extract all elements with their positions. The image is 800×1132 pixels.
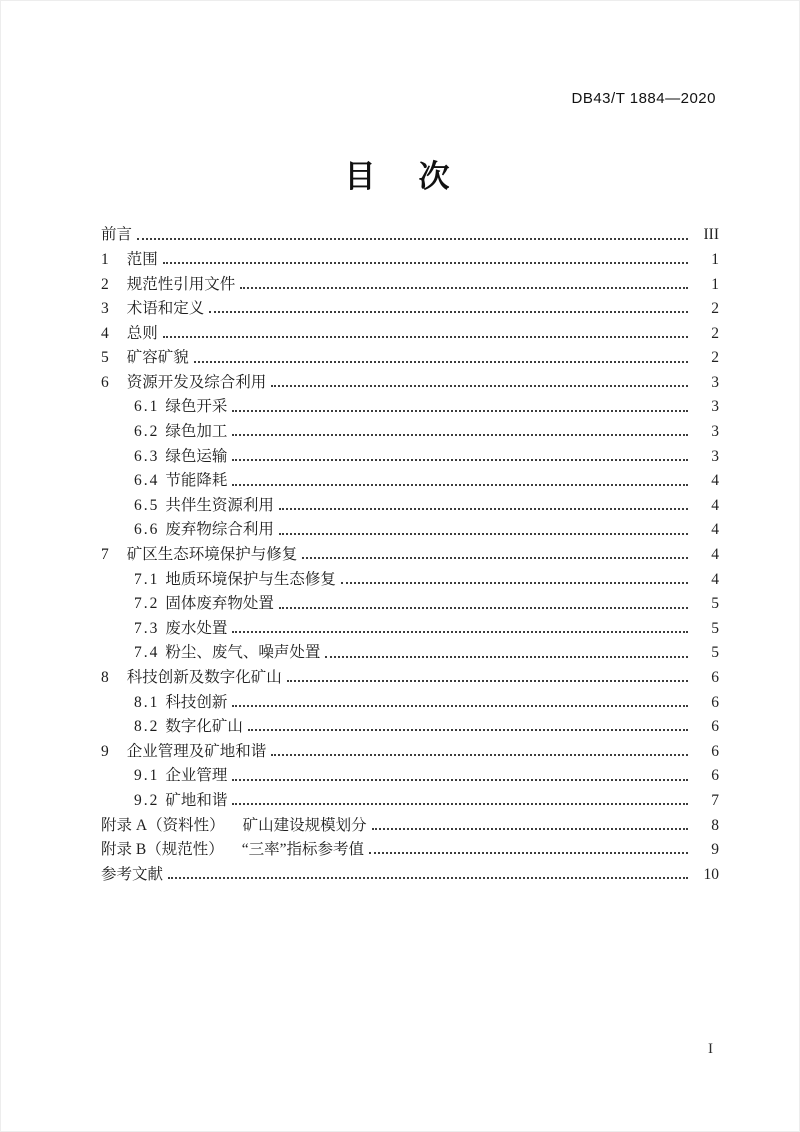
toc-entry-title: 共伴生资源利用	[165, 496, 274, 514]
toc-entry-title: 范围	[126, 250, 158, 268]
toc-entry-title: 企业管理	[165, 767, 228, 785]
toc-entry-number: 5	[101, 349, 109, 367]
toc-entry-page: 2	[711, 324, 719, 342]
toc-entry-page: 5	[711, 595, 719, 613]
toc-entry	[101, 514, 719, 539]
toc-list	[101, 219, 719, 883]
toc-entry-title: 科技创新及数字化矿山	[126, 669, 282, 687]
toc-entry-page: 2	[711, 300, 719, 318]
toc-dot-leader	[137, 238, 688, 240]
toc-entry-title: 科技创新	[165, 693, 228, 711]
toc-dot-leader	[325, 656, 688, 658]
toc-dot-leader	[232, 779, 688, 781]
toc-entry	[101, 367, 719, 392]
toc-dot-leader	[341, 582, 688, 584]
toc-entry	[101, 637, 719, 662]
toc-entry-number: 6.1	[134, 398, 160, 416]
toc-entry-page: 5	[711, 644, 719, 662]
toc-entry-page: 4	[711, 496, 719, 514]
toc-entry-number: 1	[101, 250, 109, 268]
toc-entry-page: 6	[711, 693, 719, 711]
toc-entry-page: 1	[711, 275, 719, 293]
toc-entry	[101, 440, 719, 465]
toc-entry-number: 7	[101, 546, 109, 564]
toc-entry-title: 矿山建设规模划分	[242, 816, 367, 834]
toc-entry-number: 3	[101, 300, 109, 318]
toc-entry	[101, 858, 719, 883]
toc-dot-leader	[232, 803, 688, 805]
toc-dot-leader	[232, 631, 688, 633]
toc-entry-title: 地质环境保护与生态修复	[165, 570, 336, 588]
toc-entry-title: 术语和定义	[126, 300, 205, 318]
toc-entry-title: 矿区生态环境保护与修复	[126, 546, 298, 564]
toc-entry-number: 8	[101, 669, 109, 687]
toc-dot-leader	[163, 336, 688, 338]
toc-entry-number: 6.4	[134, 472, 160, 490]
toc-entry-title: 矿地和谐	[165, 791, 228, 809]
toc-dot-leader	[279, 533, 688, 535]
toc-dot-leader	[163, 262, 688, 264]
toc-entry-number: 6.6	[134, 521, 160, 539]
toc-dot-leader	[209, 311, 688, 313]
footer-page-number: I	[708, 1041, 713, 1057]
toc-entry-title: 参考文献	[101, 865, 164, 883]
toc-entry-page: 8	[711, 816, 719, 834]
toc-dot-leader	[372, 828, 688, 830]
toc-entry	[101, 686, 719, 711]
toc-entry-title: 资源开发及综合利用	[126, 373, 267, 391]
toc-entry-number: 9.2	[134, 791, 160, 809]
toc-dot-leader	[240, 287, 688, 289]
toc-entry-number: 7.3	[134, 619, 160, 637]
toc-entry	[101, 293, 719, 318]
toc-entry	[101, 809, 719, 834]
toc-entry-title: 总则	[126, 324, 158, 342]
toc-entry	[101, 613, 719, 638]
toc-entry	[101, 391, 719, 416]
toc-dot-leader	[279, 508, 688, 510]
toc-entry-page: 2	[711, 349, 719, 367]
toc-entry-title: 绿色开采	[165, 398, 228, 416]
toc-entry-page: 10	[703, 865, 719, 883]
toc-dot-leader	[232, 484, 688, 486]
toc-entry-number: 8.2	[134, 718, 160, 736]
toc-dot-leader	[232, 705, 688, 707]
toc-entry-title: 固体废弃物处置	[165, 595, 274, 613]
toc-entry	[101, 416, 719, 441]
toc-entry-number: 2	[101, 275, 109, 293]
toc-entry-number: 6.2	[134, 423, 160, 441]
toc-entry-title: 节能降耗	[165, 472, 228, 490]
toc-entry-title: 粉尘、废气、噪声处置	[165, 644, 321, 662]
toc-dot-leader	[232, 459, 688, 461]
toc-entry-title: 绿色运输	[165, 447, 228, 465]
toc-entry	[101, 588, 719, 613]
toc-entry	[101, 244, 719, 269]
toc-entry-title: 企业管理及矿地和谐	[126, 742, 267, 760]
toc-entry	[101, 785, 719, 810]
toc-dot-leader	[194, 361, 688, 363]
toc-entry	[101, 490, 719, 515]
toc-entry-number: 7.1	[134, 570, 160, 588]
toc-entry-page: 4	[711, 546, 719, 564]
toc-dot-leader	[369, 852, 688, 854]
toc-entry-number: 9	[101, 742, 109, 760]
toc-entry-page: 6	[711, 742, 719, 760]
toc-entry-page: 4	[711, 570, 719, 588]
standard-number: DB43/T 1884—2020	[571, 90, 716, 107]
toc-entry-number: 7.4	[134, 644, 160, 662]
toc-entry-number: 6.3	[134, 447, 160, 465]
toc-dot-leader	[279, 607, 688, 609]
toc-entry-page: 6	[711, 767, 719, 785]
toc-dot-leader	[287, 680, 688, 682]
toc-entry-page: 4	[711, 472, 719, 490]
toc-entry	[101, 219, 719, 244]
toc-entry	[101, 662, 719, 687]
toc-entry	[101, 735, 719, 760]
toc-entry-page: III	[703, 226, 719, 244]
toc-dot-leader	[302, 557, 688, 559]
toc-dot-leader	[271, 385, 688, 387]
toc-entry-page: 9	[711, 841, 719, 859]
toc-entry	[101, 834, 719, 859]
toc-entry-title: 矿容矿貌	[126, 349, 189, 367]
toc-entry-page: 3	[711, 447, 719, 465]
toc-entry-number: 附录 A（资料性）	[101, 816, 225, 834]
toc-entry	[101, 760, 719, 785]
toc-entry-number: 4	[101, 324, 109, 342]
toc-entry-page: 5	[711, 619, 719, 637]
toc-entry	[101, 711, 719, 736]
toc-entry-title: 数字化矿山	[165, 718, 243, 736]
toc-entry-page: 4	[711, 521, 719, 539]
toc-entry	[101, 563, 719, 588]
toc-entry-title: 前言	[101, 226, 133, 244]
toc-entry-number: 8.1	[134, 693, 160, 711]
toc-entry-title: 规范性引用文件	[126, 275, 236, 293]
toc-entry-page: 6	[711, 718, 719, 736]
toc-dot-leader	[271, 754, 688, 756]
toc-entry-number: 7.2	[134, 595, 160, 613]
toc-entry-page: 1	[711, 250, 719, 268]
toc-entry-title: 废水处置	[165, 619, 228, 637]
toc-entry-page: 3	[711, 373, 719, 391]
toc-entry-page: 7	[711, 791, 719, 809]
toc-entry	[101, 465, 719, 490]
toc-dot-leader	[232, 434, 688, 436]
toc-entry-page: 6	[711, 669, 719, 687]
toc-entry-number: 6	[101, 373, 109, 391]
toc-entry-title: “三率”指标参考值	[241, 841, 364, 859]
toc-entry-page: 3	[711, 423, 719, 441]
toc-entry	[101, 539, 719, 564]
toc-entry-page: 3	[711, 398, 719, 416]
toc-entry-number: 附录 B（规范性）	[101, 841, 224, 859]
toc-dot-leader	[168, 877, 688, 879]
toc-entry-title: 废弃物综合利用	[165, 521, 274, 539]
toc-title: 目 次	[344, 159, 456, 194]
toc-entry	[101, 342, 719, 367]
toc-dot-leader	[232, 410, 688, 412]
toc-entry-number: 6.5	[134, 496, 160, 514]
toc-entry	[101, 317, 719, 342]
toc-entry-number: 9.1	[134, 767, 160, 785]
toc-entry-title: 绿色加工	[165, 423, 228, 441]
toc-dot-leader	[248, 729, 688, 731]
toc-entry	[101, 268, 719, 293]
